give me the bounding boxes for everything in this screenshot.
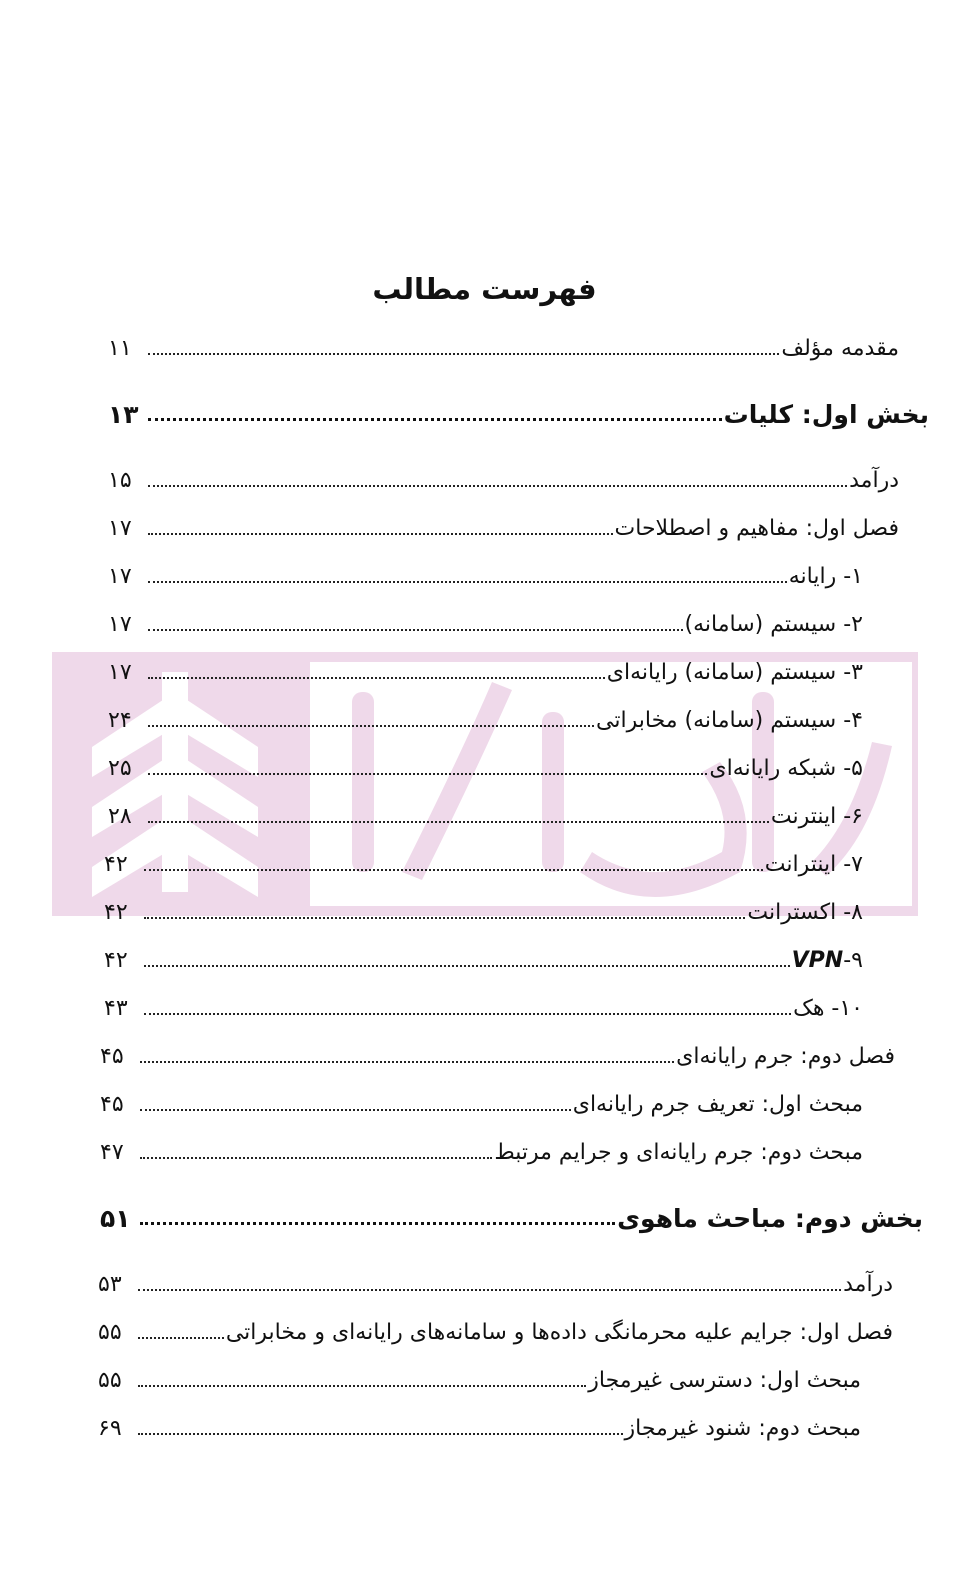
dot-leader	[138, 1433, 623, 1435]
toc-entry-label: مقدمه مؤلف	[781, 336, 899, 361]
toc-entry-label: بخش دوم: مباحث ماهوی	[617, 1204, 923, 1233]
dot-leader	[148, 353, 779, 355]
toc-entry-page: ۴۵	[100, 1044, 124, 1069]
toc-entry-number: ۹-	[843, 948, 863, 973]
toc-entry-label: ۷- اینترانت	[764, 852, 863, 877]
toc-part-entry[interactable]	[108, 394, 929, 430]
toc-entry-label: ۴- سیستم (سامانه) مخابراتی	[596, 708, 863, 733]
dot-leader	[140, 1109, 571, 1111]
toc-entry-page: ۵۵	[98, 1368, 122, 1393]
toc-entry[interactable]	[108, 796, 863, 832]
toc-entry[interactable]	[104, 892, 863, 928]
toc-entry-label: مبحث دوم: جرم رایانه‌ای و جرایم مرتبط	[494, 1140, 863, 1165]
toc-entry[interactable]	[104, 940, 863, 976]
toc-entry-page: ۴۲	[104, 900, 128, 925]
toc-entry-page: ۵۳	[98, 1272, 122, 1297]
toc-entry-label: فصل دوم: جرم رایانه‌ای	[676, 1044, 895, 1069]
toc-entry-label: فصل اول: جرایم علیه محرمانگی داده‌ها و سامانه‌های رایانه‌ای و مخابراتی	[225, 1320, 893, 1345]
dot-leader	[148, 677, 605, 679]
toc-entry[interactable]	[100, 1036, 895, 1072]
toc-entry[interactable]	[108, 700, 863, 736]
toc-entry-page: ۶۹	[98, 1416, 122, 1441]
toc-entry-label: درآمد	[849, 468, 899, 493]
toc-entry[interactable]	[98, 1360, 861, 1396]
toc-entry-page: ۱۷	[108, 660, 132, 685]
dot-leader	[144, 1013, 791, 1015]
dot-leader	[140, 1222, 615, 1225]
toc-entry-page: ۴۳	[104, 996, 128, 1021]
toc-entry[interactable]	[108, 652, 863, 688]
toc-entry[interactable]	[98, 1264, 893, 1300]
dot-leader	[148, 581, 787, 583]
dot-leader	[138, 1385, 586, 1387]
dot-leader	[140, 1061, 674, 1063]
dot-leader	[138, 1289, 841, 1291]
toc-entry-label: ۳- سیستم (سامانه) رایانه‌ای	[606, 660, 863, 685]
toc-entry-label: مبحث اول: تعریف جرم رایانه‌ای	[572, 1092, 863, 1117]
toc-entry-label	[792, 946, 863, 976]
toc-entry-label: ۱- رایانه	[788, 564, 863, 589]
toc-entry[interactable]	[98, 1312, 893, 1348]
dot-leader	[148, 485, 847, 487]
toc-entry-page: ۱۷	[108, 612, 132, 637]
dot-leader	[148, 629, 683, 631]
dot-leader	[148, 725, 594, 727]
toc-entry[interactable]	[108, 556, 863, 592]
toc-entry[interactable]	[108, 748, 863, 784]
toc-entry-page: ۲۸	[108, 804, 132, 829]
toc-entry[interactable]	[108, 604, 863, 640]
dot-leader	[138, 1337, 224, 1339]
toc-entry-page: ۵۵	[98, 1320, 122, 1345]
toc-entry-label: مبحث اول: دسترسی غیرمجاز	[588, 1368, 861, 1393]
toc-entry[interactable]	[108, 460, 899, 496]
toc-entry-label: ۶- اینترنت	[770, 804, 863, 829]
dot-leader	[148, 418, 722, 421]
toc-entry-label: ۵- شبکه رایانه‌ای	[709, 756, 863, 781]
toc-entry-page: ۱۷	[108, 564, 132, 589]
toc-entry[interactable]	[104, 988, 863, 1024]
dot-leader	[148, 773, 707, 775]
dot-leader	[144, 917, 745, 919]
toc-entry-page: ۴۵	[100, 1092, 124, 1117]
toc-entry[interactable]	[108, 328, 899, 364]
toc-entry-latin-term: VPN	[791, 948, 844, 973]
toc-entry[interactable]	[100, 1132, 863, 1168]
page-title: فهرست مطالب	[372, 272, 597, 306]
toc-entry-page: ۲۵	[108, 756, 132, 781]
toc-entry[interactable]	[98, 1408, 861, 1444]
toc-entry-label: بخش اول: کلیات	[723, 400, 929, 429]
dot-leader	[140, 1157, 492, 1159]
toc-entry-page: ۴۷	[100, 1140, 124, 1165]
toc-entry-page: ۱۱	[108, 336, 132, 361]
toc-entry-label: درآمد	[843, 1272, 893, 1297]
toc-entry[interactable]	[108, 508, 899, 544]
dot-leader	[148, 821, 769, 823]
toc-entry-label: فصل اول: مفاهیم و اصطلاحات	[614, 516, 899, 541]
toc-entry-label: ۸- اکسترانت	[747, 900, 863, 925]
toc-entry[interactable]	[100, 1084, 863, 1120]
toc-entry-page: ۱۷	[108, 516, 132, 541]
toc-entry-page: ۴۲	[104, 948, 128, 973]
toc-entry-page: ۴۲	[104, 852, 128, 877]
toc-entry-label: ۲- سیستم (سامانه)	[684, 612, 863, 637]
toc-entry-label: مبحث دوم: شنود غیرمجاز	[624, 1416, 861, 1441]
toc-entry-page: ۵۱	[100, 1204, 131, 1233]
toc-entry-page: ۱۵	[108, 468, 132, 493]
toc-part-entry[interactable]	[100, 1198, 923, 1234]
dot-leader	[144, 869, 763, 871]
dot-leader	[148, 533, 613, 535]
toc-entry-label: ۱۰- هک	[793, 996, 863, 1021]
toc-entry[interactable]	[104, 844, 863, 880]
toc-entry-page: ۱۳	[108, 400, 139, 429]
toc-entry-page: ۲۴	[108, 708, 132, 733]
dot-leader	[144, 965, 790, 967]
